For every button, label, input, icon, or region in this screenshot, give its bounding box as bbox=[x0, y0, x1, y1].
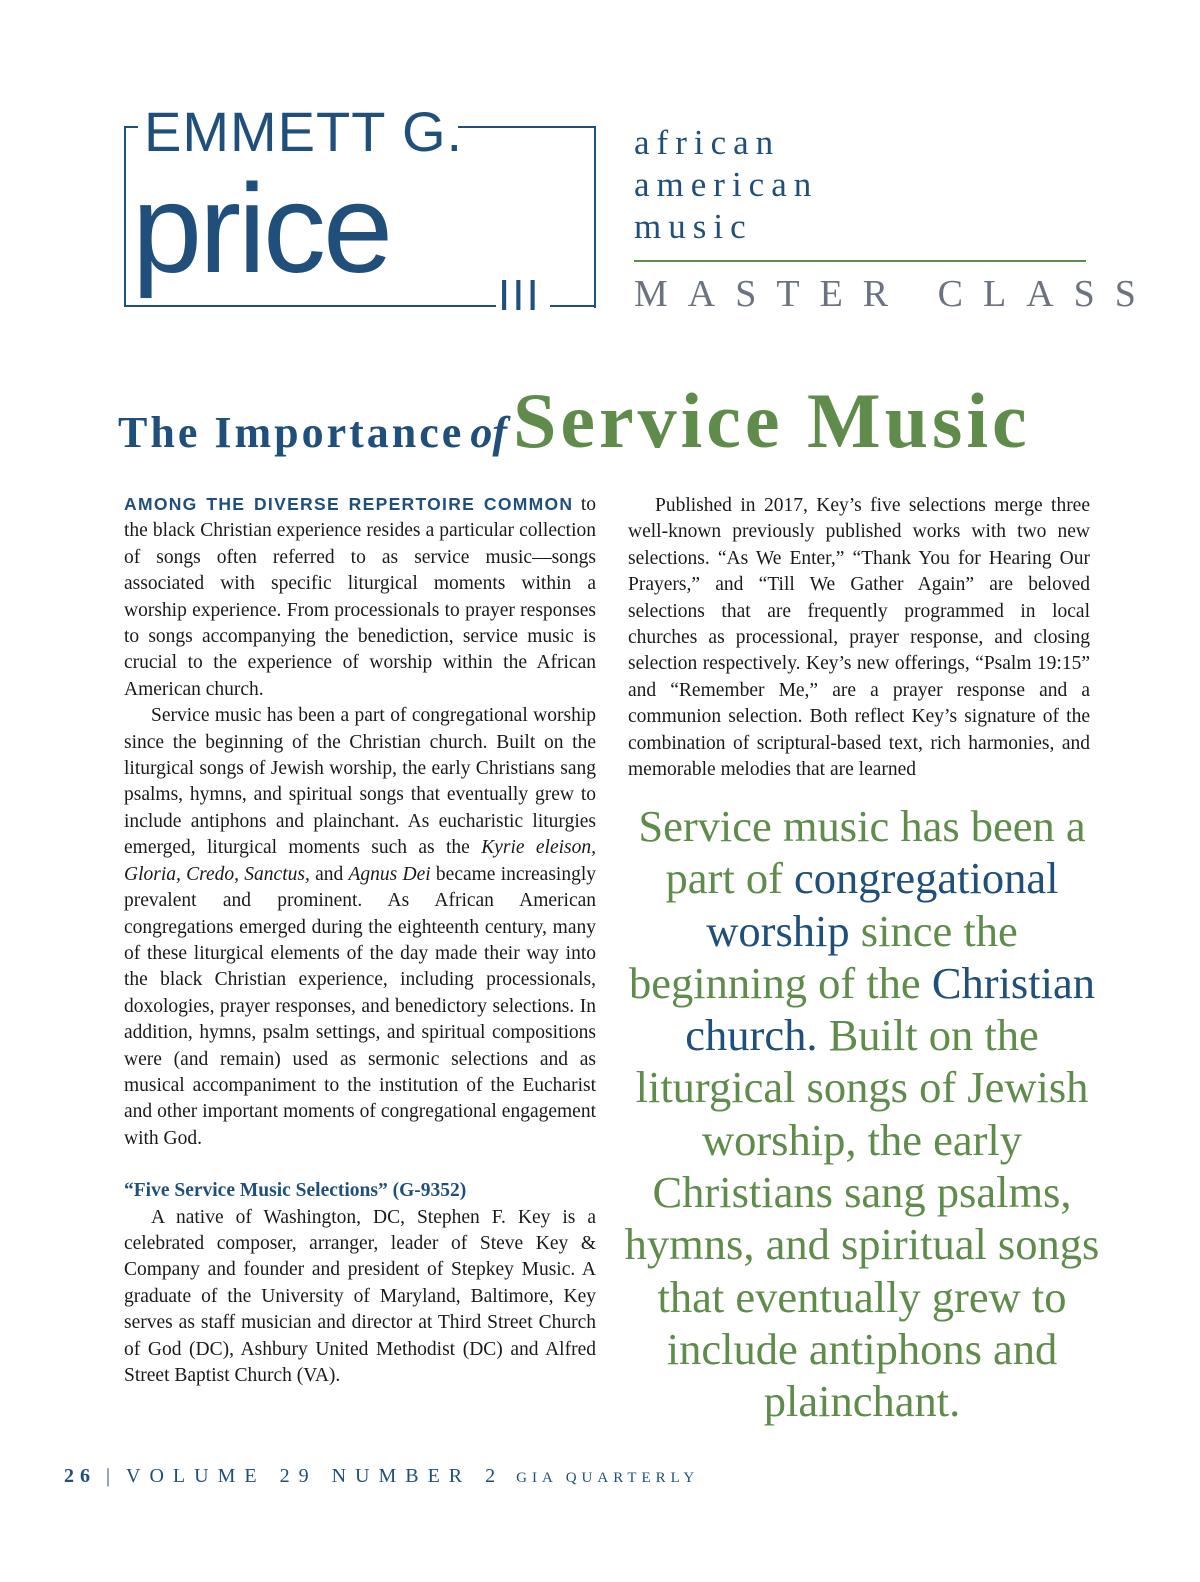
history-text-a: Service music has been a part of congregational worship since the beginning of the Christian church. Built on the liturgical songs of Jewish worship, the early Christians sang psalms, hymns, and spiritual songs that eventually grew to include antiphons and plainchant. As eucharistic liturgies emerged, liturgical moments such as the bbox=[124, 705, 596, 859]
magazine-name: GIA QUARTERLY bbox=[516, 1470, 700, 1486]
series-line-2: american bbox=[634, 165, 819, 204]
pull-quote-highlight-2: Christian church. bbox=[685, 957, 1095, 1061]
body-column-right bbox=[628, 493, 1090, 783]
logo-suffix: III bbox=[498, 271, 541, 320]
article-title bbox=[118, 376, 1098, 466]
title-main: Service Music bbox=[512, 377, 1031, 464]
title-prefix: The Importance bbox=[118, 408, 465, 457]
logo-first-name: EMMETT G. bbox=[144, 100, 464, 163]
pull-quote bbox=[622, 800, 1102, 1428]
paragraph-history bbox=[124, 703, 596, 1152]
body-column-left bbox=[124, 491, 596, 1389]
footer-separator: | bbox=[106, 1465, 111, 1487]
history-text-b: and bbox=[309, 863, 349, 885]
logo-frame-bottom-left bbox=[124, 305, 496, 307]
pull-quote-text-b: since the beginning of the bbox=[629, 905, 1018, 1008]
lead-in-caps: AMONG THE DIVERSE REPERTOIRE COMMON bbox=[124, 494, 574, 514]
page-footer bbox=[64, 1462, 699, 1492]
logo-frame-top-left bbox=[124, 126, 138, 128]
history-text-c: became increasingly prevalent and prominent. As African American congregations emerged during the eighteenth century, many of these liturgical elements of the day made their way into the black Christian experience, including processionals, doxologies, prayer responses, and benedictory selections. In addition, hymns, psalm settings, and spiritual compositions were (and remain) used as sermonic selections and as musical accompaniment to the institution of the Eucharist and other important moments of congregational engagement with God. bbox=[124, 863, 597, 1149]
intro-text: to the black Christian experience resides a particular collection of songs often referred to as service music—songs associated with specific liturgical moments within a worship experience. From processionals to prayer responses to songs accompanying the benediction, service music is crucial to the experience of worship within the African American church. bbox=[124, 494, 597, 700]
page-number: 26 bbox=[64, 1465, 96, 1487]
logo-surname: price bbox=[132, 158, 391, 299]
series-heading bbox=[634, 122, 1156, 316]
logo-frame-bottom-right bbox=[550, 305, 596, 307]
series-divider bbox=[634, 260, 1086, 262]
title-of: of bbox=[470, 408, 507, 457]
history-italic-1: Kyrie eleison, Gloria, Credo, Sanctus, bbox=[124, 837, 597, 885]
series-line-3: music bbox=[634, 207, 753, 246]
history-italic-2: Agnus Dei bbox=[348, 863, 431, 885]
paragraph-selections: Published in 2017, Key’s five selections merge three well-known previously published works with two new selections. “As We Enter,” “Thank You for Hearing Our Prayers,” and “Till We Gather Again” are beloved selections that are frequently programmed in local churches as processional, prayer response, and closing selection respectively. Key’s new offerings, “Psalm 19:15” and “Remember Me,” are a prayer response and a communion selection. Both reflect Key’s signature of the combination of scriptural-based text, rich harmonies, and memorable melodies that are learned bbox=[628, 495, 1090, 781]
logo-frame-top-right bbox=[458, 126, 596, 128]
series-line-1: african bbox=[634, 123, 781, 162]
paragraph-composer: A native of Washington, DC, Stephen F. Key is a celebrated composer, arranger, leader of Steve Key & Company and founder and president of Stepkey Music. A graduate of the University of Maryland, Baltimore, Key serves as staff musician and director at Third Street Church of God (DC), Ashbury United Methodist (DC) and Alfred Street Baptist Church (VA). bbox=[124, 1206, 596, 1386]
issue-info: VOLUME 29 NUMBER 2 bbox=[126, 1465, 505, 1487]
section-subhead: “Five Service Music Selections” (G-9352) bbox=[124, 1180, 467, 1202]
paragraph-intro bbox=[124, 491, 596, 703]
pull-quote-highlight-1: congregational worship bbox=[706, 853, 1059, 956]
logo-frame-right bbox=[594, 126, 596, 308]
logo-frame-left bbox=[124, 126, 126, 306]
author-logo bbox=[118, 96, 608, 346]
pull-quote-text-a: Service music has been a part of bbox=[638, 801, 1086, 904]
pull-quote-text-c: Built on the liturgical songs of Jewish worship, the early Christians sang psalms, hymns, and spiritual songs that eventually grew to include antiphons and plainchant. bbox=[624, 1010, 1100, 1427]
series-label: MASTER CLASS bbox=[634, 273, 1156, 315]
